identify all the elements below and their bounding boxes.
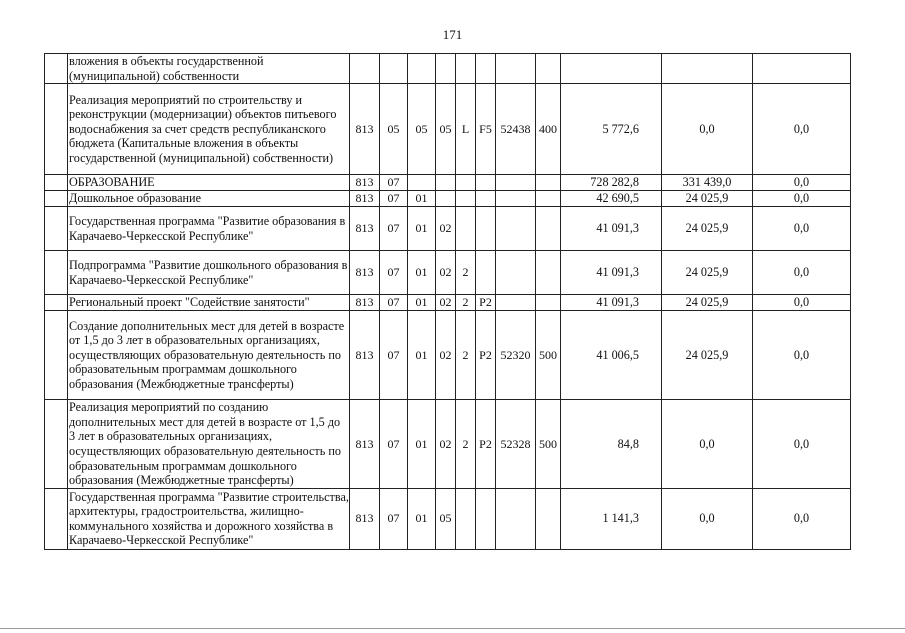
code-cell-c5: 2 <box>456 311 476 400</box>
code-cell-c4: 02 <box>436 400 456 489</box>
amount-cell-v3: 0,0 <box>753 84 851 175</box>
code-cell-c5 <box>456 488 476 549</box>
code-cell-c4: 05 <box>436 488 456 549</box>
code-cell-c4 <box>436 191 456 207</box>
table-row <box>45 191 851 207</box>
code-cell-c4: 05 <box>436 84 456 175</box>
code-cell-c4: 02 <box>436 207 456 251</box>
code-cell-c2: 07 <box>380 175 408 191</box>
code-cell-c3: 01 <box>408 311 436 400</box>
row-marker-cell <box>45 400 68 489</box>
amount-cell-v2: 0,0 <box>662 400 753 489</box>
amount-cell-v3: 0,0 <box>753 311 851 400</box>
row-name-cell: Реализация мероприятий по созданию дополнительных мест для детей в возрасте от 1,5 до 3 лет в образовательных организациях, осуществляющих образовательную деятельность по образовательным программам дошкольного образования (Межбюджетные трансферты) <box>68 400 350 489</box>
code-cell-c3: 01 <box>408 191 436 207</box>
code-cell-c7 <box>496 295 536 311</box>
code-cell-c6 <box>476 175 496 191</box>
code-cell-c6 <box>476 251 496 295</box>
table-row <box>45 488 851 549</box>
amount-cell-v1: 5 772,6 <box>561 84 662 175</box>
code-cell-c6 <box>476 207 496 251</box>
code-cell-c3: 01 <box>408 400 436 489</box>
code-cell-c7 <box>496 488 536 549</box>
amount-cell-v1: 41 091,3 <box>561 295 662 311</box>
code-cell-c1 <box>350 54 380 84</box>
code-cell-c6 <box>476 54 496 84</box>
code-cell-c8 <box>536 207 561 251</box>
row-name-cell: Региональный проект "Содействие занятости" <box>68 295 350 311</box>
row-marker-cell <box>45 488 68 549</box>
code-cell-c8 <box>536 295 561 311</box>
row-marker-cell <box>45 84 68 175</box>
code-cell-c5 <box>456 54 476 84</box>
code-cell-c4 <box>436 175 456 191</box>
code-cell-c1: 813 <box>350 251 380 295</box>
code-cell-c7: 52328 <box>496 400 536 489</box>
row-marker-cell <box>45 54 68 84</box>
code-cell-c8: 500 <box>536 400 561 489</box>
row-marker-cell <box>45 251 68 295</box>
code-cell-c8 <box>536 54 561 84</box>
code-cell-c1: 813 <box>350 175 380 191</box>
code-cell-c2: 07 <box>380 400 408 489</box>
code-cell-c5 <box>456 175 476 191</box>
row-name-cell: Создание дополнительных мест для детей в возрасте от 1,5 до 3 лет в образовательных организациях, осуществляющих образовательную деятельность по образовательным программам дошкольного образования (Межбюджетные трансферты) <box>68 311 350 400</box>
row-marker-cell <box>45 175 68 191</box>
code-cell-c7 <box>496 207 536 251</box>
amount-cell-v3: 0,0 <box>753 191 851 207</box>
table-row <box>45 311 851 400</box>
code-cell-c8: 400 <box>536 84 561 175</box>
code-cell-c2: 07 <box>380 488 408 549</box>
amount-cell-v3: 0,0 <box>753 251 851 295</box>
amount-cell-v1: 1 141,3 <box>561 488 662 549</box>
code-cell-c1: 813 <box>350 400 380 489</box>
code-cell-c2 <box>380 54 408 84</box>
code-cell-c3: 01 <box>408 251 436 295</box>
amount-cell-v3: 0,0 <box>753 207 851 251</box>
code-cell-c3: 01 <box>408 295 436 311</box>
code-cell-c2: 07 <box>380 191 408 207</box>
code-cell-c7 <box>496 191 536 207</box>
table-row <box>45 84 851 175</box>
row-name-cell: Реализация мероприятий по строительству и реконструкции (модернизации) объектов питьевого водоснабжения за счет средств республиканского бюджета (Капитальные вложения в объекты государственной (муниципальной) собственности) <box>68 84 350 175</box>
code-cell-c1: 813 <box>350 191 380 207</box>
row-name-cell: Дошкольное образование <box>68 191 350 207</box>
amount-cell-v1: 42 690,5 <box>561 191 662 207</box>
code-cell-c7 <box>496 54 536 84</box>
code-cell-c5: 2 <box>456 400 476 489</box>
row-marker-cell <box>45 295 68 311</box>
code-cell-c6: F5 <box>476 84 496 175</box>
amount-cell-v2: 24 025,9 <box>662 311 753 400</box>
amount-cell-v3: 0,0 <box>753 295 851 311</box>
code-cell-c1: 813 <box>350 311 380 400</box>
row-name-cell: ОБРАЗОВАНИЕ <box>68 175 350 191</box>
row-name-cell: Государственная программа "Развитие образования в Карачаево-Черкесской Республике" <box>68 207 350 251</box>
amount-cell-v1: 84,8 <box>561 400 662 489</box>
row-marker-cell <box>45 191 68 207</box>
code-cell-c2: 07 <box>380 207 408 251</box>
code-cell-c3: 05 <box>408 84 436 175</box>
page-number: 171 <box>442 27 463 42</box>
code-cell-c3 <box>408 54 436 84</box>
amount-cell-v1: 41 091,3 <box>561 251 662 295</box>
amount-cell-v2 <box>662 54 753 84</box>
code-cell-c7: 52320 <box>496 311 536 400</box>
code-cell-c2: 07 <box>380 251 408 295</box>
amount-cell-v1: 41 091,3 <box>561 207 662 251</box>
table-row <box>45 207 851 251</box>
code-cell-c3 <box>408 175 436 191</box>
amount-cell-v2: 24 025,9 <box>662 251 753 295</box>
amount-cell-v3 <box>753 54 851 84</box>
code-cell-c4 <box>436 54 456 84</box>
code-cell-c2: 07 <box>380 311 408 400</box>
code-cell-c8: 500 <box>536 311 561 400</box>
code-cell-c6 <box>476 191 496 207</box>
table-body <box>45 54 851 550</box>
row-name-cell: Государственная программа "Развитие строительства, архитектуры, градостроительства, жилищно-коммунального хозяйства и дорожного хозяйства в Карачаево-Черкесской Республике" <box>69 489 349 548</box>
code-cell-c1: 813 <box>350 84 380 175</box>
amount-cell-v2: 24 025,9 <box>662 295 753 311</box>
code-cell-c4: 02 <box>436 295 456 311</box>
code-cell-c3: 01 <box>408 488 436 549</box>
code-cell-c3: 01 <box>408 207 436 251</box>
code-cell-c8 <box>536 191 561 207</box>
amount-cell-v2: 331 439,0 <box>662 175 753 191</box>
row-name-cell: вложения в объекты государственной (муниципальной) собственности <box>68 54 350 84</box>
budget-table <box>44 53 851 550</box>
amount-cell-v3: 0,0 <box>753 488 851 549</box>
code-cell-c4: 02 <box>436 251 456 295</box>
code-cell-c5 <box>456 207 476 251</box>
code-cell-c2: 05 <box>380 84 408 175</box>
code-cell-c6: P2 <box>476 400 496 489</box>
code-cell-c6 <box>476 488 496 549</box>
code-cell-c7 <box>496 175 536 191</box>
code-cell-c5: 2 <box>456 295 476 311</box>
code-cell-c5: L <box>456 84 476 175</box>
amount-cell-v2: 24 025,9 <box>662 207 753 251</box>
table-row <box>45 54 851 84</box>
code-cell-c8 <box>536 488 561 549</box>
amount-cell-v1 <box>561 54 662 84</box>
code-cell-c8 <box>536 251 561 295</box>
code-cell-c2: 07 <box>380 295 408 311</box>
table-row <box>45 175 851 191</box>
amount-cell-v1: 41 006,5 <box>561 311 662 400</box>
amount-cell-v2: 24 025,9 <box>662 191 753 207</box>
code-cell-c1: 813 <box>350 207 380 251</box>
amount-cell-v2: 0,0 <box>662 84 753 175</box>
table-row <box>45 400 851 489</box>
page-bottom-edge <box>0 628 905 630</box>
code-cell-c1: 813 <box>350 295 380 311</box>
code-cell-c7 <box>496 251 536 295</box>
table-row <box>45 251 851 295</box>
code-cell-c5 <box>456 191 476 207</box>
code-cell-c6: P2 <box>476 295 496 311</box>
code-cell-c8 <box>536 175 561 191</box>
code-cell-c7: 52438 <box>496 84 536 175</box>
amount-cell-v2: 0,0 <box>662 488 753 549</box>
amount-cell-v3: 0,0 <box>753 400 851 489</box>
code-cell-c1: 813 <box>350 488 380 549</box>
table-row <box>45 295 851 311</box>
code-cell-c5: 2 <box>456 251 476 295</box>
row-marker-cell <box>45 207 68 251</box>
row-marker-cell <box>45 311 68 400</box>
row-name-cell: Подпрограмма "Развитие дошкольного образования в Карачаево-Черкесской Республике" <box>68 251 350 295</box>
amount-cell-v1: 728 282,8 <box>561 175 662 191</box>
code-cell-c4: 02 <box>436 311 456 400</box>
code-cell-c6: P2 <box>476 311 496 400</box>
amount-cell-v3: 0,0 <box>753 175 851 191</box>
